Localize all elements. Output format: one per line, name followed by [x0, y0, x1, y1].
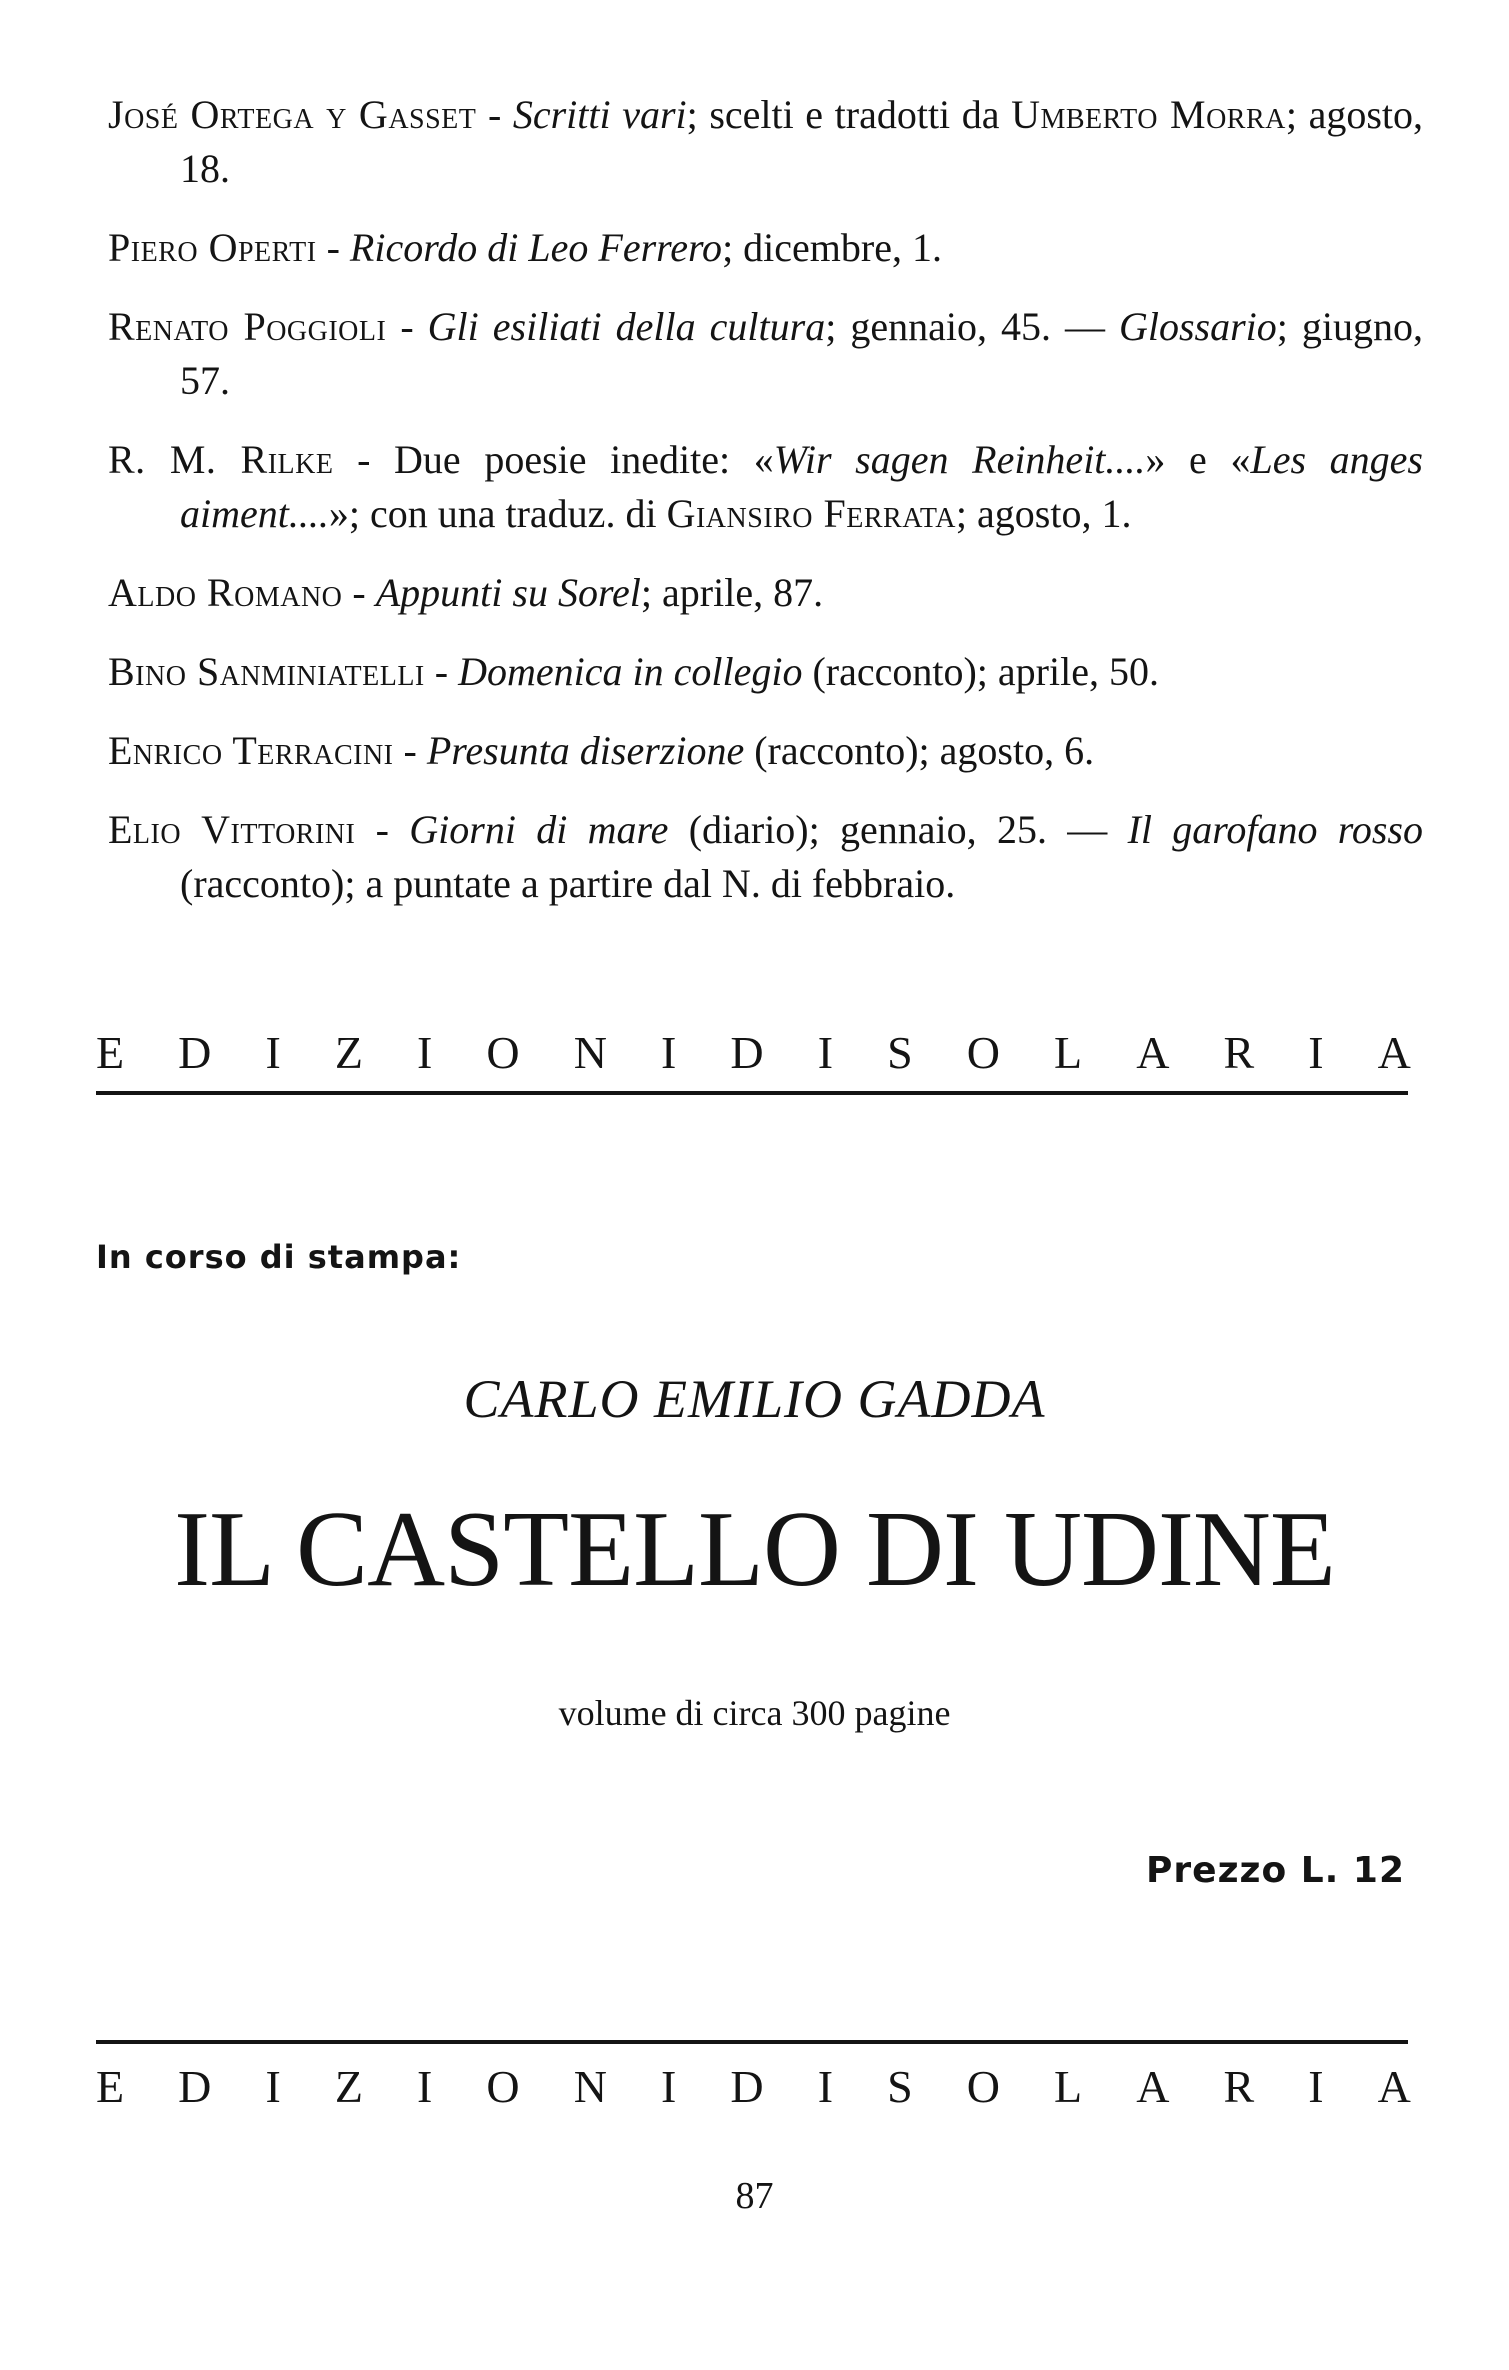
divider-rule [96, 1091, 1408, 1095]
entry-title: Les anges aiment.... [180, 437, 1423, 536]
book-price: Prezzo L. 12 [1146, 1850, 1405, 1891]
index-entry: Renato Poggioli - Gli esiliati della cultura; gennaio, 45. — Glossario; giugno, 57. [108, 304, 1423, 403]
index-entry: Enrico Terracini - Presunta diserzione (racconto); agosto, 6. [108, 728, 1095, 773]
entry-title: Domenica in collegio [458, 649, 803, 694]
book-author: CARLO EMILIO GADDA [463, 1369, 1046, 1429]
entry-author: R. M. Rilke [108, 437, 334, 482]
entry-title: Appunti su Sorel [375, 570, 641, 615]
entry-author: Aldo Romano [108, 570, 343, 615]
page-number: 87 [735, 2175, 774, 2217]
index-entry: Aldo Romano - Appunti su Sorel; aprile, 87. [108, 570, 824, 615]
index-entry: R. M. Rilke - Due poesie inedite: «Wir sagen Reinheit....» e «Les anges aiment....»; con una traduz. di Giansiro Ferrata; agosto, 1. [108, 437, 1423, 536]
entry-title: Scritti vari [512, 92, 687, 137]
entry-author: José Ortega y Gasset [108, 92, 477, 137]
entry-translator: Giansiro Ferrata [666, 491, 956, 536]
entry-author: Enrico Terracini [108, 728, 394, 773]
entry-author: Renato Poggioli [108, 304, 387, 349]
publisher-heading-bottom: E D I Z I O N I D I S O L A R I A [96, 2061, 1411, 2112]
entry-title: Wir sagen Reinheit.... [773, 437, 1146, 482]
index-entry: Bino Sanminiatelli - Domenica in collegio (racconto); aprile, 50. [108, 649, 1159, 694]
entry-author: Bino Sanminiatelli [108, 649, 425, 694]
divider-rule [96, 2040, 1408, 2044]
publisher-heading-top: E D I Z I O N I D I S O L A R I A [96, 1027, 1411, 1078]
entry-title: Presunta diserzione [426, 728, 745, 773]
entry-title: Il garofano rosso [1127, 807, 1424, 852]
contributors-index [108, 88, 1423, 936]
entry-title: Gli esiliati della cultura [427, 304, 826, 349]
entry-title: Glossario [1118, 304, 1277, 349]
entry-author: Piero Operti [108, 225, 317, 270]
index-entry: Piero Operti - Ricordo di Leo Ferrero; dicembre, 1. [108, 225, 942, 270]
entry-author: Elio Vittorini [108, 807, 356, 852]
index-entry: Elio Vittorini - Giorni di mare (diario); gennaio, 25. — Il garofano rosso (racconto); a puntate a partire dal N. di febbraio. [108, 807, 1424, 906]
entry-title: Ricordo di Leo Ferrero [349, 225, 723, 270]
entry-title: Giorni di mare [409, 807, 669, 852]
entry-translator: Umberto Morra [1011, 92, 1286, 137]
book-volume-info: volume di circa 300 pagine [558, 1693, 951, 1733]
printing-status: In corso di stampa: [96, 1238, 462, 1276]
index-entry: José Ortega y Gasset - Scritti vari; scelti e tradotti da Umberto Morra; agosto, 18. [108, 92, 1424, 191]
book-title: IL CASTELLO DI UDINE [174, 1490, 1335, 1609]
